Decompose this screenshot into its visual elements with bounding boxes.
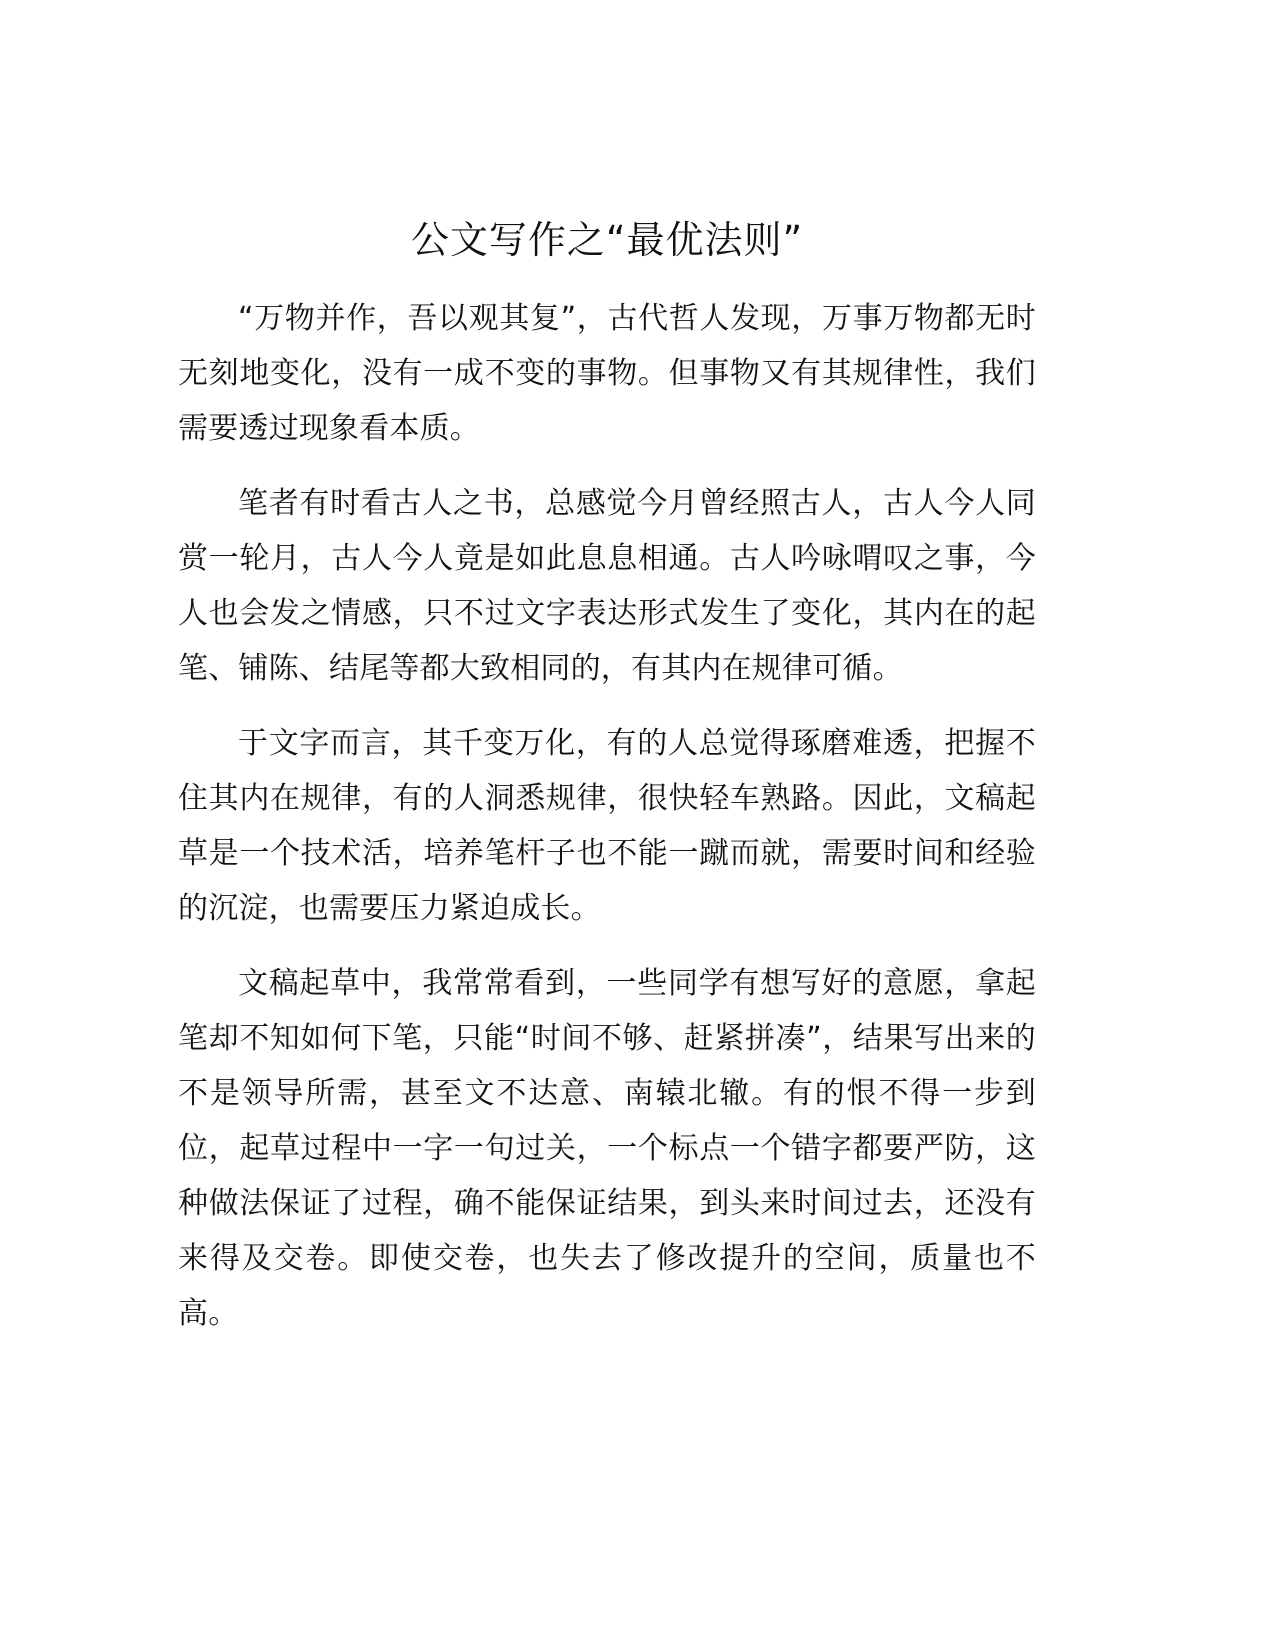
document-title: 公文写作之“最优法则” (410, 218, 804, 262)
paragraph-1: “万物并作，吾以观其复”，古代哲人发现，万事万物都无时无刻地变化，没有一成不变的事物。但事物又有其规律性，我们需要透过现象看本质。 (178, 301, 1036, 446)
document-body (178, 215, 1036, 1361)
paragraph-4: 文稿起草中，我常常看到，一些同学有想写好的意愿，拿起笔却不知如何下笔，只能“时间不够、赶紧拼凑”，结果写出来的不是领导所需，甚至文不达意、南辕北辙。有的恨不得一步到位，起草过程中一字一句过关，一个标点一个错字都要严防，这种做法保证了过程，确不能保证结果，到头来时间过去，还没有来得及交卷。即使交卷，也失去了修改提升的空间，质量也不高。 (178, 966, 1036, 1331)
paragraph-2: 笔者有时看古人之书，总感觉今月曾经照古人，古人今人同赏一轮月，古人今人竟是如此息息相通。古人吟咏喟叹之事，今人也会发之情感，只不过文字表达形式发生了变化，其内在的起笔、铺陈、结尾等都大致相同的，有其内在规律可循。 (178, 486, 1036, 686)
paragraph-3: 于文字而言，其千变万化，有的人总觉得琢磨难透，把握不住其内在规律，有的人洞悉规律，很快轻车熟路。因此，文稿起草是一个技术活，培养笔杆子也不能一蹴而就，需要时间和经验的沉淀，也需要压力紧迫成长。 (178, 726, 1036, 926)
